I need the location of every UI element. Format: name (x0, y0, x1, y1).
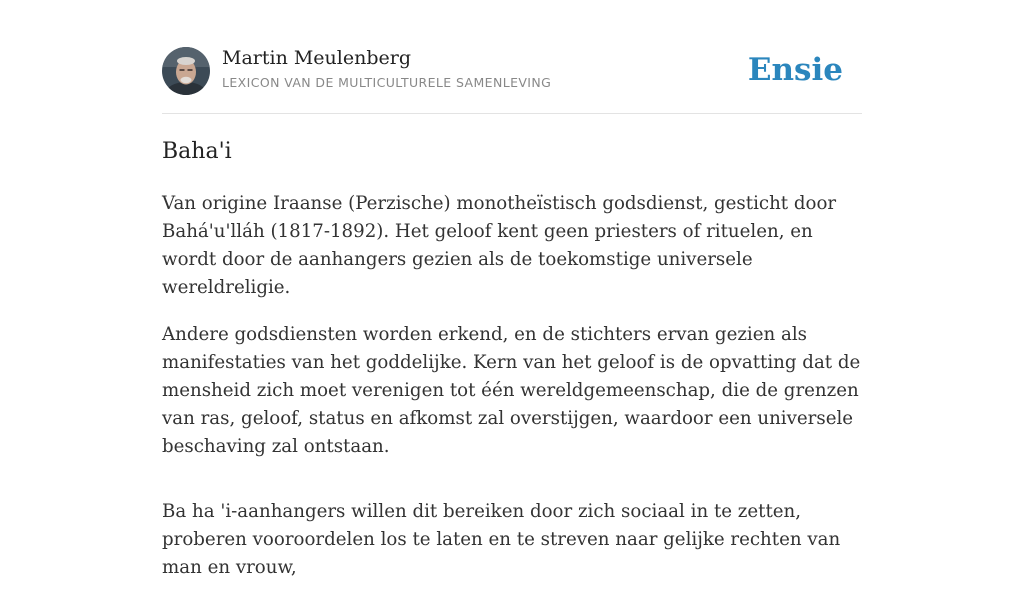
article-title: Baha'i (162, 139, 232, 164)
paragraph-3: Ba ha 'i-aanhangers willen dit bereiken door zich sociaal in te zetten, proberen vooroordelen los te laten en te streven naar gelijke rechten van man en vrouw, (162, 501, 841, 578)
paragraph-1: Van origine Iraanse (Perzische) monotheïstisch godsdienst, gesticht door Bahá'u'lláh (1817-1892). Het geloof kent geen priesters of rituelen, en wordt door de aanhangers gezien als de toekomstige universele wereldreligie. (162, 193, 837, 298)
article-header (162, 0, 862, 114)
avatar-photo-icon (162, 47, 210, 95)
paragraph-2: Andere godsdiensten worden erkend, en de stichters ervan gezien als manifestaties van het goddelijke. Kern van het geloof is de opvatting dat de mensheid zich moet verenigen tot één wereldgemeenschap, die de grenzen van ras, geloof, status en afkomst zal overstijgen, waardoor een universele beschaving zal ontstaan. (162, 324, 861, 457)
article-card (162, 0, 862, 578)
author-name[interactable]: Martin Meulenberg (222, 47, 411, 69)
publication-name[interactable]: LEXICON VAN DE MULTICULTURELE SAMENLEVING (222, 75, 552, 90)
ensie-logo[interactable]: Ensie (747, 52, 843, 88)
article-body (162, 190, 862, 601)
author-avatar[interactable] (162, 47, 210, 95)
